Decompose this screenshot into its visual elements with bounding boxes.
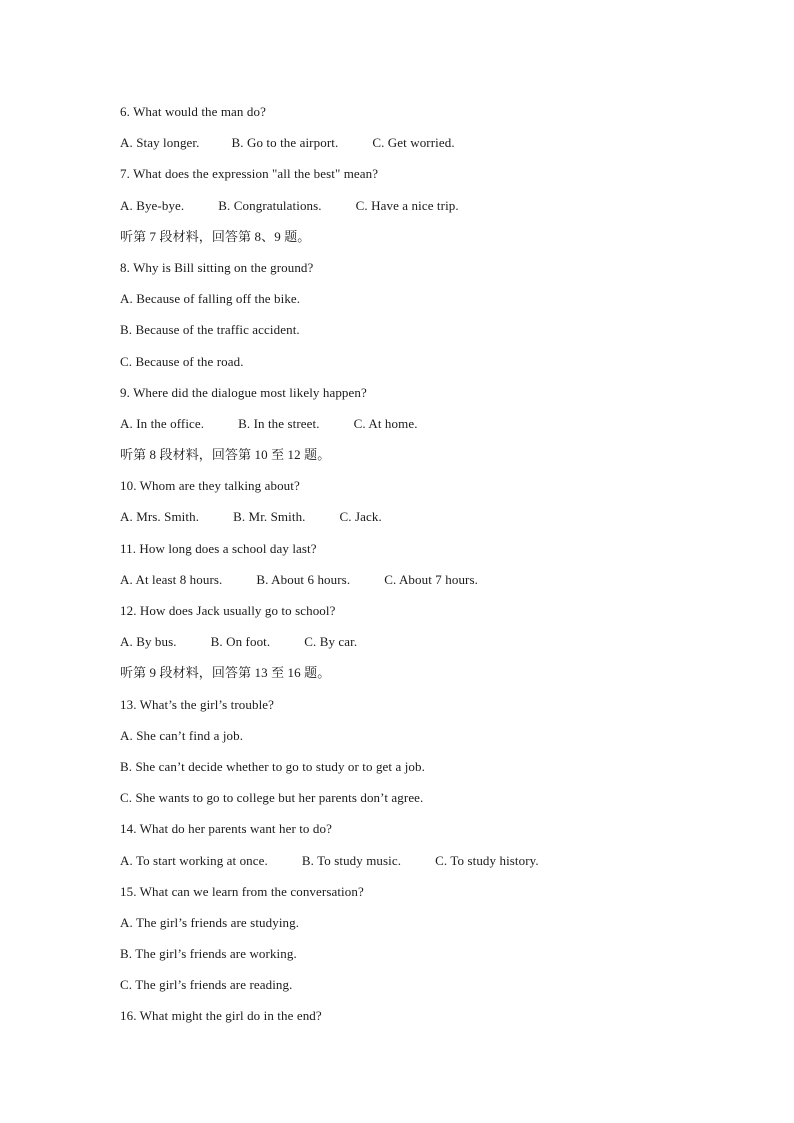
option-b: B. About 6 hours. <box>256 571 351 587</box>
question-6-options <box>120 132 720 163</box>
question-8-option-b: B. Because of the traffic accident. <box>120 322 300 338</box>
question-7-options <box>120 195 720 226</box>
option-b: B. Mr. Smith. <box>233 509 306 525</box>
option-a: A. Mrs. Smith. <box>120 509 200 525</box>
option-a: A. Bye-bye. <box>120 197 185 213</box>
question-15-option-c: C. The girl’s friends are reading. <box>120 977 293 993</box>
option-b: B. On foot. <box>210 634 271 650</box>
option-a: A. In the office. <box>120 415 205 431</box>
question-13-option-a: A. She can’t find a job. <box>120 727 244 743</box>
option-b: B. Go to the airport. <box>231 135 339 151</box>
option-b: B. To study music. <box>301 852 402 868</box>
section-heading-7: 听第 7 段材料，回答第 8、9 题。 <box>120 228 311 244</box>
question-8-option-c: C. Because of the road. <box>120 353 244 369</box>
option-c: C. To study history. <box>435 852 539 868</box>
option-b: B. Congratulations. <box>218 197 322 213</box>
option-b: B. In the street. <box>238 415 320 431</box>
section-heading-9: 听第 9 段材料，回答第 13 至 16 题。 <box>120 665 331 681</box>
question-11-options <box>120 569 720 600</box>
option-a: A. To start working at once. <box>120 852 268 868</box>
section-heading-8: 听第 8 段材料，回答第 10 至 12 题。 <box>120 447 331 463</box>
option-c: C. About 7 hours. <box>384 571 478 587</box>
question-15-option-b: B. The girl’s friends are working. <box>120 946 297 962</box>
option-a: A. Stay longer. <box>120 135 200 151</box>
option-a: A. At least 8 hours. <box>120 571 223 587</box>
question-9: 9. Where did the dialogue most likely happen? <box>120 384 367 400</box>
question-7: 7. What does the expression "all the best" mean? <box>120 166 379 182</box>
question-13-option-c: C. She wants to go to college but her parents don’t agree. <box>120 790 424 806</box>
question-12: 12. How does Jack usually go to school? <box>120 603 336 618</box>
option-c: C. Have a nice trip. <box>355 197 459 213</box>
question-11: 11. How long does a school day last? <box>120 540 317 556</box>
question-6: 6. What would the man do? <box>120 104 266 119</box>
option-c: C. By car. <box>304 634 358 650</box>
option-c: C. Get worried. <box>372 135 455 151</box>
question-9-options <box>120 413 720 444</box>
question-13: 13. What’s the girl’s trouble? <box>120 696 275 712</box>
question-16: 16. What might the girl do in the end? <box>120 1008 322 1024</box>
option-a: A. By bus. <box>120 634 177 650</box>
question-13-option-b: B. She can’t decide whether to go to study or to get a job. <box>120 758 425 774</box>
question-15: 15. What can we learn from the conversation? <box>120 883 364 899</box>
exam-page <box>120 101 720 1037</box>
question-10-options <box>120 506 720 537</box>
question-15-option-a: A. The girl’s friends are studying. <box>120 914 300 930</box>
question-8-option-a: A. Because of falling off the bike. <box>120 291 301 307</box>
question-14: 14. What do her parents want her to do? <box>120 821 332 837</box>
option-c: C. At home. <box>353 415 418 431</box>
question-10: 10. Whom are they talking about? <box>120 478 300 494</box>
option-c: C. Jack. <box>339 509 382 525</box>
question-14-options <box>120 850 720 881</box>
question-12-options <box>120 631 720 662</box>
question-8: 8. Why is Bill sitting on the ground? <box>120 259 314 275</box>
